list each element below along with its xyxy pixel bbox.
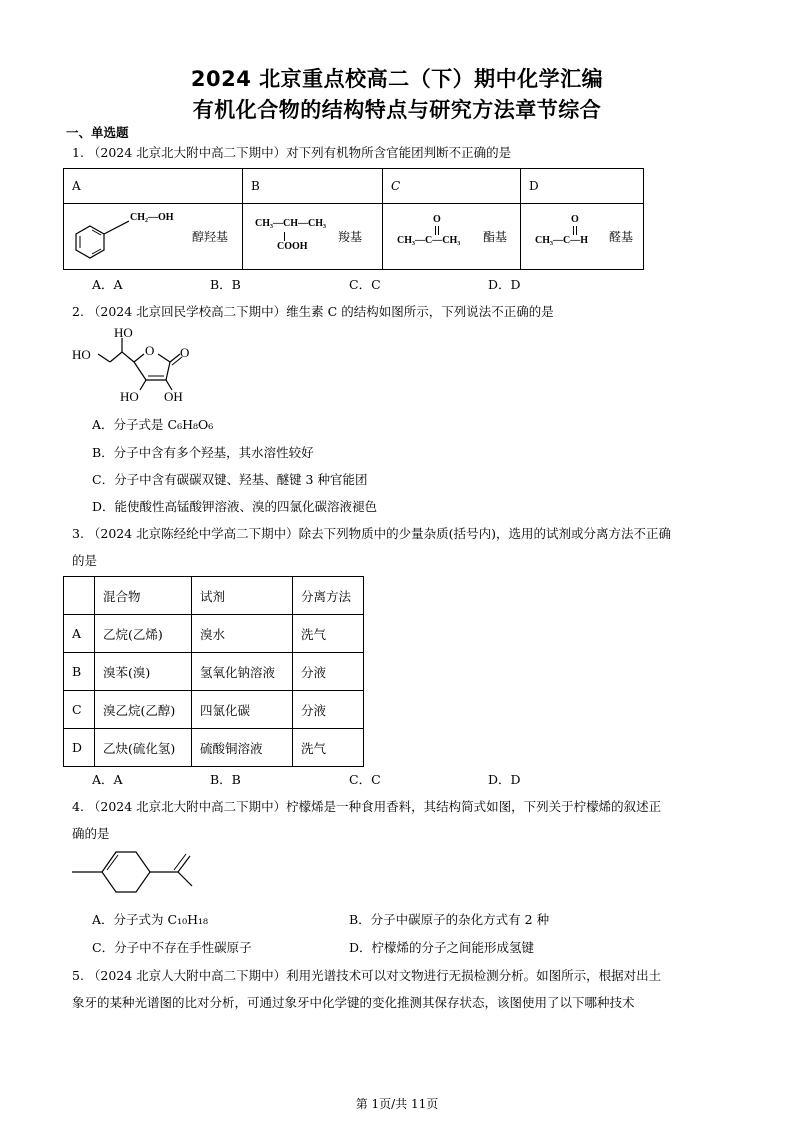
- document-title-line2: 有机化合物的结构特点与研究方法章节综合: [192, 98, 602, 122]
- q2-option-c[interactable]: C．分子中含有碳碳双键、羟基、醚键 3 种官能团: [92, 472, 368, 487]
- q1-choice-a[interactable]: A．A: [92, 277, 123, 292]
- q2-option-a[interactable]: A．分子式是 C₆H₈O₆: [92, 417, 214, 432]
- q1-d-oxygen: O: [571, 214, 579, 225]
- q1-choice-c[interactable]: C．C: [349, 277, 381, 292]
- question-1-stem: 1. （2024 北京北大附中高二下期中）对下列有机物所含官能团判断不正确的是: [72, 145, 512, 160]
- table-row: [64, 729, 364, 767]
- q1-c-group: 酯基: [483, 230, 508, 244]
- q3-choice-d[interactable]: D．D: [488, 772, 521, 787]
- q1-cell-d: [521, 204, 644, 270]
- q3-row-label: D: [64, 729, 95, 767]
- question-3-stem-line1: 3. （2024 北京陈经纶中学高二下期中）除去下列物质中的少量杂质(括号内)，选用的试剂或分离方法不正确: [72, 526, 671, 541]
- question-4-stem-line2: 确的是: [72, 826, 110, 841]
- q3-cell-method: 分液: [293, 653, 364, 691]
- q3-cell-mixture: 溴乙烷(乙醇): [95, 691, 192, 729]
- q1-cell-b: [243, 204, 383, 270]
- vitamin-c-structure: [66, 324, 206, 406]
- question-5-stem-line2: 象牙的某种光谱图的比对分析，可通过象牙中化学键的变化推测其保存状态，该图使用了以下哪种技术: [72, 995, 635, 1010]
- q1-header-c: C: [383, 169, 521, 204]
- q1-header-d: D: [521, 169, 644, 204]
- q3-header-reagent: 试剂: [192, 577, 293, 615]
- vc-oh-bottom: OH: [164, 389, 183, 404]
- vc-ketone-oxygen: O: [180, 345, 190, 360]
- q3-cell-method: 分液: [293, 691, 364, 729]
- q4-option-b[interactable]: B．分子中碳原子的杂化方式有 2 种: [349, 912, 550, 927]
- question-3-stem-line2: 的是: [72, 553, 98, 568]
- q1-header-b: B: [243, 169, 383, 204]
- q3-cell-mixture: 溴苯(溴): [95, 653, 192, 691]
- section-heading: 一、单选题: [66, 125, 129, 140]
- q3-cell-mixture: 乙烷(乙烯): [95, 615, 192, 653]
- q1-a-side-chain: CH₂—OH: [130, 212, 174, 223]
- q1-cell-a: [64, 204, 243, 270]
- page-number: 第 1页/共 11页: [355, 1097, 439, 1111]
- q3-header-mixture: 混合物: [95, 577, 192, 615]
- q1-c-double-bond-a: [435, 226, 436, 235]
- q1-d-double-bond-a: [573, 226, 574, 235]
- q2-option-d[interactable]: D．能使酸性高锰酸钾溶液、溴的四氯化碳溶液褪色: [92, 499, 378, 514]
- q1-b-bond: [284, 232, 285, 241]
- table-row: [64, 653, 364, 691]
- q1-d-chain: CH₃—C—H: [535, 235, 588, 246]
- vc-ring-oxygen: O: [145, 343, 155, 358]
- q1-c-double-bond-b: [438, 226, 439, 235]
- q1-c-oxygen: O: [433, 214, 441, 225]
- q3-cell-reagent: 硫酸铜溶液: [192, 729, 293, 767]
- q3-header-blank: [64, 577, 95, 615]
- question-4-stem-line1: 4. （2024 北京北大附中高二下期中）柠檬烯是一种食用香料，其结构简式如图，下列关于柠檬烯的叙述正: [72, 799, 662, 814]
- q3-cell-mixture: 乙炔(硫化氢): [95, 729, 192, 767]
- q1-d-group: 醛基: [609, 230, 634, 244]
- question-5-stem-line1: 5. （2024 北京人大附中高二下期中）利用光谱技术可以对文物进行无损检测分析。如图所示，根据对出土: [72, 968, 662, 983]
- q1-cell-c: [383, 204, 521, 270]
- q3-choice-b[interactable]: B．B: [210, 772, 241, 787]
- q4-option-a[interactable]: A．分子式为 C₁₀H₁₈: [92, 912, 209, 927]
- table-row: [64, 615, 364, 653]
- q3-row-label: A: [64, 615, 95, 653]
- vc-ho-bottom: HO: [120, 389, 139, 404]
- limonene-structure: [70, 846, 200, 898]
- q4-option-c[interactable]: C．分子中不存在手性碳原子: [92, 940, 252, 955]
- q1-choice-b[interactable]: B．B: [210, 277, 241, 292]
- q1-c-chain: CH₃—C—CH₃: [397, 235, 461, 246]
- q3-cell-reagent: 溴水: [192, 615, 293, 653]
- question-2-stem: 2. （2024 北京回民学校高二下期中）维生素 C 的结构如图所示，下列说法不正确的是: [72, 304, 554, 319]
- document-title-line1: 2024 北京重点校高二（下）期中化学汇编: [190, 67, 604, 91]
- q1-b-cooh: COOH: [277, 241, 308, 252]
- q3-row-label: B: [64, 653, 95, 691]
- q1-header-a: A: [64, 169, 243, 204]
- vc-ho-top: HO: [114, 325, 133, 340]
- q3-cell-method: 洗气: [293, 615, 364, 653]
- q3-cell-reagent: 四氯化碳: [192, 691, 293, 729]
- q2-option-b[interactable]: B．分子中含有多个羟基，其水溶性较好: [92, 445, 314, 460]
- q3-row-label: C: [64, 691, 95, 729]
- q1-a-group: 醇羟基: [192, 230, 229, 244]
- question-3-table: [63, 576, 364, 767]
- table-row: [64, 691, 364, 729]
- q3-cell-reagent: 氢氧化钠溶液: [192, 653, 293, 691]
- q1-choice-d[interactable]: D．D: [488, 277, 521, 292]
- vc-ho-left: HO: [72, 347, 91, 362]
- q1-b-chain: CH₃—CH—CH₃: [255, 218, 326, 229]
- question-1-table: [63, 168, 644, 270]
- q4-option-d[interactable]: D．柠檬烯的分子之间能形成氢键: [349, 940, 535, 955]
- q1-d-double-bond-b: [576, 226, 577, 235]
- q3-choice-a[interactable]: A．A: [92, 772, 123, 787]
- q3-cell-method: 洗气: [293, 729, 364, 767]
- q1-b-group: 羧基: [338, 230, 363, 244]
- q3-choice-c[interactable]: C．C: [349, 772, 381, 787]
- q3-header-method: 分离方法: [293, 577, 364, 615]
